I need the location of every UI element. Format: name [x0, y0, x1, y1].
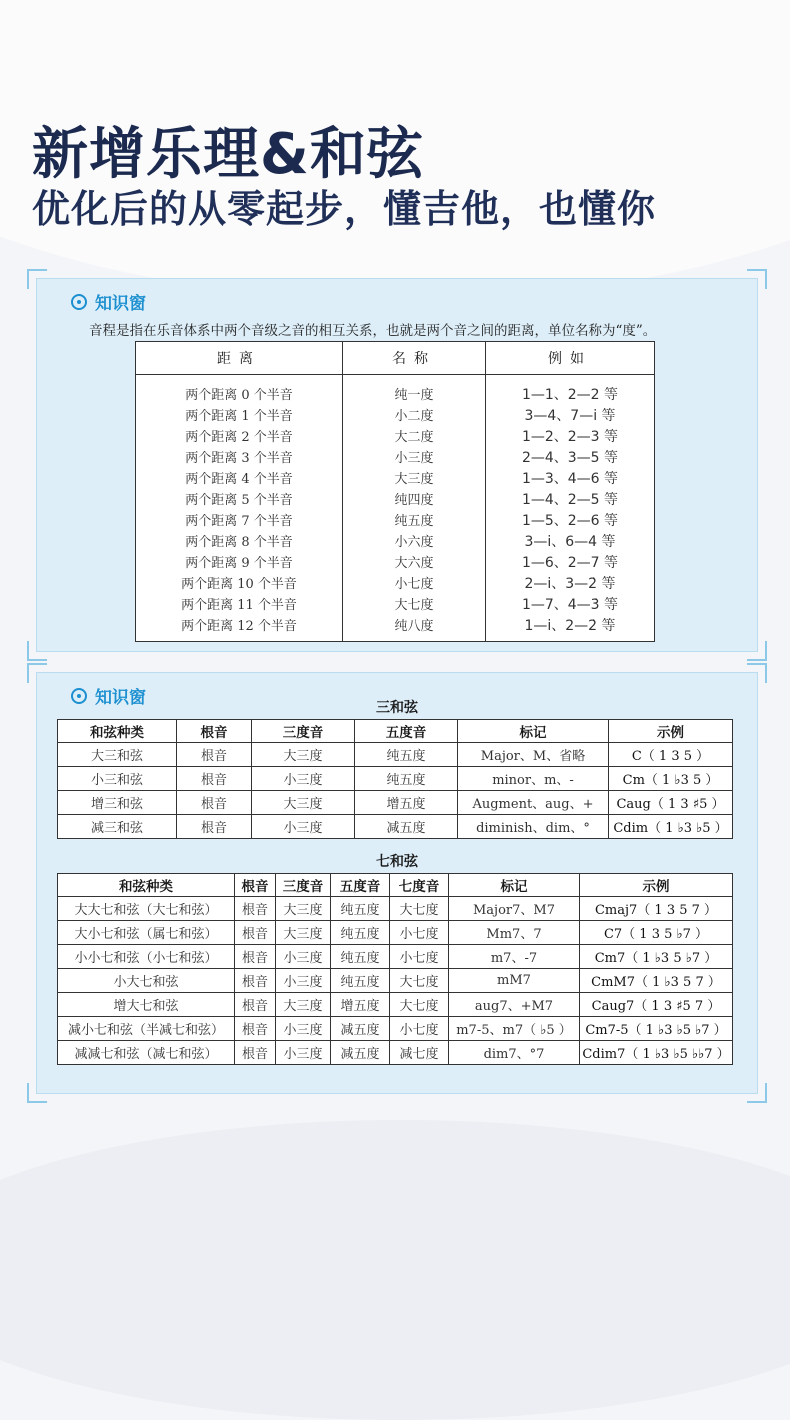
interval-name: 大二度: [343, 425, 486, 446]
table-row: [58, 743, 733, 767]
interval-example: 1—1、2—2 等: [486, 375, 655, 405]
seventh-chord-type: 增大七和弦: [58, 993, 235, 1017]
interval-name: 纯八度: [343, 614, 486, 642]
interval-example: 1—2、2—3 等: [486, 425, 655, 446]
seventh-chord-root: 根音: [235, 897, 276, 921]
table-header-row: [58, 720, 733, 743]
seventh-chord-fifth: 纯五度: [331, 945, 390, 969]
triad-type: 小三和弦: [58, 767, 177, 791]
corner-ornament: [27, 663, 47, 683]
seventh-chord-third: 大三度: [276, 921, 331, 945]
seventh-chord-root: 根音: [235, 921, 276, 945]
column-header: 和弦种类: [58, 874, 235, 897]
interval-distance: 两个距离 10 个半音: [136, 572, 343, 593]
corner-ornament: [747, 269, 767, 289]
seventh-chord-example: Cm7-5（ 1 ♭3 ♭5 ♭7 ）: [580, 1017, 733, 1041]
interval-name: 小七度: [343, 572, 486, 593]
table-row: [136, 551, 655, 572]
triad-fifth: 增五度: [355, 791, 458, 815]
seventh-chord-seventh: 大七度: [390, 993, 449, 1017]
seventh-chord-seventh: 小七度: [390, 921, 449, 945]
triad-example: Cm（ 1 ♭3 5 ）: [609, 767, 733, 791]
seventh-chord-third: 小三度: [276, 969, 331, 993]
interval-name: 大七度: [343, 593, 486, 614]
table-row: [136, 509, 655, 530]
interval-name: 小六度: [343, 530, 486, 551]
table-row: [136, 404, 655, 425]
column-header: 三度音: [276, 874, 331, 897]
interval-example: 3—4、7—i 等: [486, 404, 655, 425]
table-row: [58, 945, 733, 969]
background-curve-bottom: [0, 1120, 790, 1420]
seventh-chord-seventh: 小七度: [390, 1017, 449, 1041]
triad-third: 小三度: [252, 767, 355, 791]
seventh-chord-type: 小小七和弦（小七和弦）: [58, 945, 235, 969]
corner-ornament: [27, 269, 47, 289]
column-header: 名称: [343, 342, 486, 375]
table-row: [136, 375, 655, 405]
table-row: [58, 791, 733, 815]
seventh-chord-type: 大大七和弦（大七和弦）: [58, 897, 235, 921]
corner-ornament: [27, 641, 47, 661]
triad-fifth: 纯五度: [355, 743, 458, 767]
seventh-chord-example: CmM7（ 1 ♭3 5 7 ）: [580, 969, 733, 993]
seventh-chord-example: Cm7（ 1 ♭3 5 ♭7 ）: [580, 945, 733, 969]
corner-ornament: [747, 663, 767, 683]
interval-example: 1—3、4—6 等: [486, 467, 655, 488]
interval-example: 2—i、3—2̇ 等: [486, 572, 655, 593]
seventh-chord-example: Cdim7（ 1 ♭3 ♭5 ♭♭7 ）: [580, 1041, 733, 1065]
interval-name: 大六度: [343, 551, 486, 572]
seventh-chord-fifth: 纯五度: [331, 969, 390, 993]
triad-root: 根音: [177, 767, 252, 791]
seventh-chord-third: 小三度: [276, 945, 331, 969]
triad-type: 大三和弦: [58, 743, 177, 767]
column-header: 七度音: [390, 874, 449, 897]
interval-example: 1—4、2—5 等: [486, 488, 655, 509]
seventh-chord-root: 根音: [235, 945, 276, 969]
seventh-chord-example: Caug7（ 1 3 ♯5 7 ）: [580, 993, 733, 1017]
interval-example: 1—7、4—3̇ 等: [486, 593, 655, 614]
seventh-chord-root: 根音: [235, 969, 276, 993]
table-row: [136, 446, 655, 467]
table-row: [58, 767, 733, 791]
seventh-chord-fifth: 减五度: [331, 1017, 390, 1041]
sevenths-table: [57, 873, 733, 1065]
interval-example: 1—5、2—6 等: [486, 509, 655, 530]
interval-distance: 两个距离 8 个半音: [136, 530, 343, 551]
table-row: [136, 425, 655, 446]
triad-mark: Augment、aug、+: [458, 791, 609, 815]
column-header: 根音: [177, 720, 252, 743]
seventh-chord-root: 根音: [235, 1017, 276, 1041]
triad-mark: diminish、dim、°: [458, 815, 609, 839]
table-row: [136, 593, 655, 614]
interval-distance: 两个距离 3 个半音: [136, 446, 343, 467]
interval-name: 大三度: [343, 467, 486, 488]
interval-example: 1—6、2—7 等: [486, 551, 655, 572]
table-row: [58, 921, 733, 945]
table-row: [58, 969, 733, 993]
seventh-chord-root: 根音: [235, 993, 276, 1017]
triad-mark: minor、m、-: [458, 767, 609, 791]
seventh-chord-third: 大三度: [276, 897, 331, 921]
seventh-chord-fifth: 增五度: [331, 993, 390, 1017]
interval-distance: 两个距离 4 个半音: [136, 467, 343, 488]
table-row: [136, 530, 655, 551]
column-header: 标记: [449, 874, 580, 897]
seventh-chord-type: 大小七和弦（属七和弦）: [58, 921, 235, 945]
triad-third: 小三度: [252, 815, 355, 839]
interval-distance: 两个距离 2 个半音: [136, 425, 343, 446]
table-header-row: [58, 874, 733, 897]
interval-name: 纯五度: [343, 509, 486, 530]
triad-root: 根音: [177, 815, 252, 839]
seventh-chord-third: 小三度: [276, 1041, 331, 1065]
triads-table: [57, 719, 733, 839]
panel-heading-label: 知识窗: [95, 688, 146, 708]
seventh-chord-seventh: 大七度: [390, 897, 449, 921]
seventh-chord-mark: aug7、+M7: [449, 993, 580, 1017]
interval-distance: 两个距离 5 个半音: [136, 488, 343, 509]
triad-example: C（ 1 3 5 ）: [609, 743, 733, 767]
seventh-chord-example: C7（ 1 3 5 ♭7 ）: [580, 921, 733, 945]
triad-mark: Major、M、省略: [458, 743, 609, 767]
table-row: [58, 1041, 733, 1065]
corner-ornament: [747, 641, 767, 661]
interval-distance: 两个距离 1 个半音: [136, 404, 343, 425]
seventh-chord-mark: m7-5、m7（ ♭5 ）: [449, 1017, 580, 1041]
seventh-chord-type: 减减七和弦（减七和弦）: [58, 1041, 235, 1065]
triad-fifth: 纯五度: [355, 767, 458, 791]
knowledge-panel-intervals: [36, 278, 758, 652]
column-header: 示例: [580, 874, 733, 897]
column-header: 三度音: [252, 720, 355, 743]
seventh-chord-fifth: 纯五度: [331, 897, 390, 921]
table-row: [136, 614, 655, 642]
seventh-chord-mark: Major7、M7: [449, 897, 580, 921]
seventh-chord-seventh: 大七度: [390, 969, 449, 993]
seventh-chord-mark: mM7: [449, 969, 580, 993]
triads-title: 三和弦: [376, 700, 418, 716]
column-header: 例如: [486, 342, 655, 375]
interval-example: 3—i、6—4̇ 等: [486, 530, 655, 551]
interval-distance: 两个距离 9 个半音: [136, 551, 343, 572]
seventh-chord-type: 减小七和弦（半减七和弦）: [58, 1017, 235, 1041]
seventh-chord-mark: Mm7、7: [449, 921, 580, 945]
interval-distance: 两个距离 11 个半音: [136, 593, 343, 614]
interval-example: 1—i、2—2̇ 等: [486, 614, 655, 642]
column-header: 根音: [235, 874, 276, 897]
seventh-chord-root: 根音: [235, 1041, 276, 1065]
column-header: 和弦种类: [58, 720, 177, 743]
panel-heading: [71, 289, 146, 314]
seventh-chord-seventh: 小七度: [390, 945, 449, 969]
interval-distance: 两个距离 12 个半音: [136, 614, 343, 642]
seventh-chord-third: 大三度: [276, 993, 331, 1017]
page-title: 新增乐理&和弦: [32, 122, 424, 187]
page-subtitle: 优化后的从零起步，懂吉他，也懂你: [32, 187, 657, 231]
table-header-row: [136, 342, 655, 375]
seventh-chord-mark: dim7、°7: [449, 1041, 580, 1065]
panel-heading-label: 知识窗: [95, 294, 146, 314]
table-row: [136, 488, 655, 509]
table-row: [58, 993, 733, 1017]
table-row: [58, 815, 733, 839]
seventh-chord-example: Cmaj7（ 1 3 5 7 ）: [580, 897, 733, 921]
table-row: [136, 467, 655, 488]
table-row: [58, 897, 733, 921]
seventh-chord-fifth: 纯五度: [331, 921, 390, 945]
seventh-chord-seventh: 减七度: [390, 1041, 449, 1065]
column-header: 五度音: [355, 720, 458, 743]
triad-root: 根音: [177, 791, 252, 815]
interval-example: 2—4、3—5 等: [486, 446, 655, 467]
interval-table: [135, 341, 655, 642]
column-header: 五度音: [331, 874, 390, 897]
table-row: [136, 572, 655, 593]
triad-root: 根音: [177, 743, 252, 767]
interval-distance: 两个距离 0 个半音: [136, 375, 343, 405]
triad-third: 大三度: [252, 791, 355, 815]
triad-third: 大三度: [252, 743, 355, 767]
sevenths-title: 七和弦: [376, 854, 418, 870]
interval-name: 纯一度: [343, 375, 486, 405]
column-header: 示例: [609, 720, 733, 743]
seventh-chord-fifth: 减五度: [331, 1041, 390, 1065]
interval-distance: 两个距离 7 个半音: [136, 509, 343, 530]
interval-name: 小二度: [343, 404, 486, 425]
column-header: 距离: [136, 342, 343, 375]
column-header: 标记: [458, 720, 609, 743]
triad-example: Cdim（ 1 ♭3 ♭5 ）: [609, 815, 733, 839]
triad-type: 减三和弦: [58, 815, 177, 839]
interval-intro-text: 音程是指在乐音体系中两个音级之音的相互关系，也就是两个音之间的距离，单位名称为“度”。: [89, 323, 657, 339]
table-row: [58, 1017, 733, 1041]
interval-name: 小三度: [343, 446, 486, 467]
corner-ornament: [27, 1083, 47, 1103]
knowledge-panel-chords: [36, 672, 758, 1094]
seventh-chord-mark: m7、-7: [449, 945, 580, 969]
triad-example: Caug（ 1 3 ♯5 ）: [609, 791, 733, 815]
seventh-chord-type: 小大七和弦: [58, 969, 235, 993]
triad-type: 增三和弦: [58, 791, 177, 815]
triad-fifth: 减五度: [355, 815, 458, 839]
target-icon: [71, 294, 87, 310]
interval-name: 纯四度: [343, 488, 486, 509]
seventh-chord-third: 小三度: [276, 1017, 331, 1041]
corner-ornament: [747, 1083, 767, 1103]
